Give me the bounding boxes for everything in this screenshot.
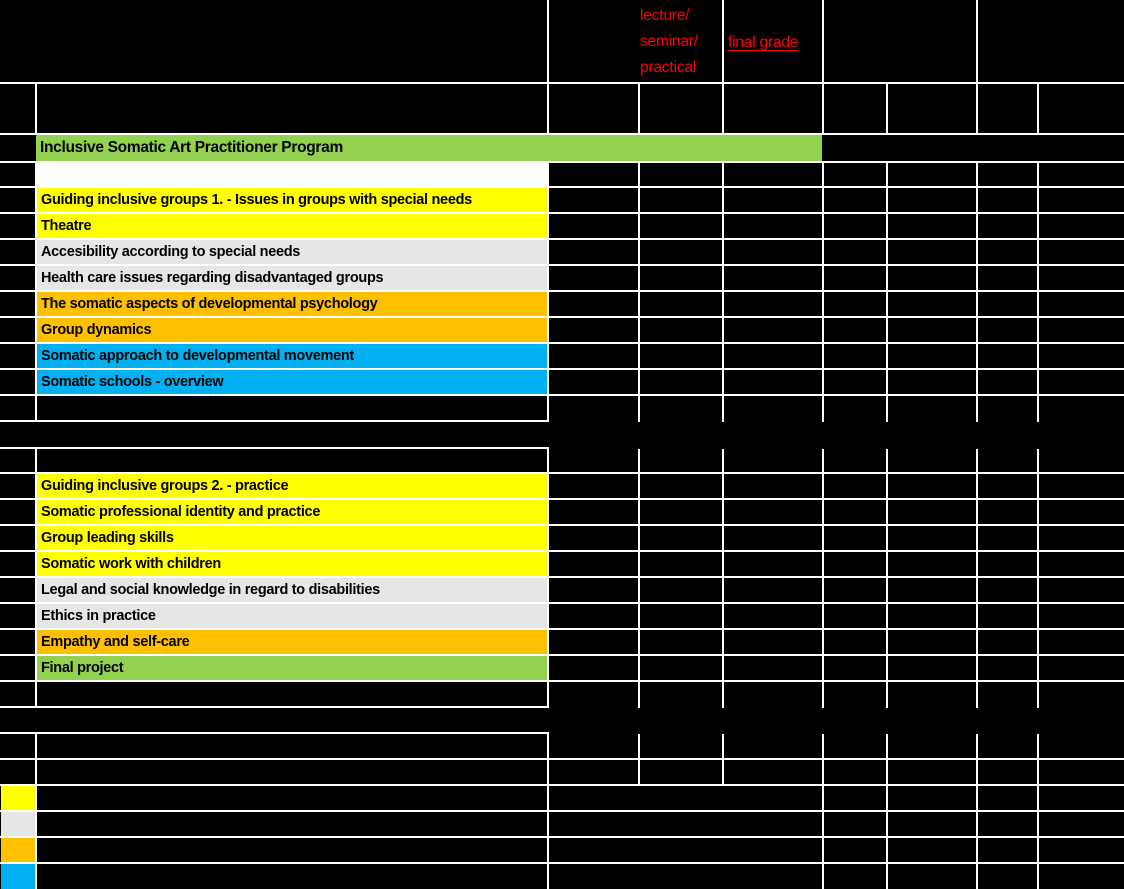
final-grade-header-cell[interactable]: final grade (728, 34, 799, 51)
course-cell[interactable]: Somatic schools - overview (37, 370, 547, 394)
table-row (0, 188, 1124, 214)
legend-swatch-orange[interactable] (1, 838, 35, 862)
course-cell[interactable]: Guiding inclusive groups 1. - Issues in groups with special needs (37, 188, 547, 212)
separator-row (0, 422, 1124, 449)
course-cell[interactable]: Theatre (37, 214, 547, 238)
course-cell[interactable]: Legal and social knowledge in regard to disabilities (37, 578, 547, 602)
course-cell[interactable]: Guiding inclusive groups 2. - practice (37, 474, 547, 498)
table-row (0, 500, 1124, 526)
legend-row (0, 812, 1124, 838)
empty-row (0, 84, 1124, 135)
table-row (0, 656, 1124, 682)
table-row (0, 604, 1124, 630)
table-row (0, 163, 1124, 188)
program-title-cell[interactable]: Inclusive Somatic Art Practitioner Program (36, 135, 822, 161)
course-cell[interactable]: The somatic aspects of developmental psychology (37, 292, 547, 316)
table-row (0, 318, 1124, 344)
legend-row (0, 864, 1124, 889)
legend-row (0, 786, 1124, 812)
table-row (0, 266, 1124, 292)
table-row (0, 370, 1124, 396)
empty-row (0, 760, 1124, 786)
empty-row (0, 734, 1124, 760)
empty-white-cell[interactable] (36, 163, 549, 186)
empty-row (0, 682, 1124, 708)
session-type-header-cell[interactable] (640, 3, 698, 81)
legend-swatch-blue[interactable] (1, 864, 35, 889)
table-row (0, 344, 1124, 370)
empty-row (0, 449, 1124, 474)
session-type-line: lecture/ (640, 7, 690, 24)
legend-row (0, 838, 1124, 864)
legend-swatch-gray[interactable] (1, 812, 35, 836)
course-cell[interactable]: Health care issues regarding disadvantaged groups (37, 266, 547, 290)
table-row (0, 474, 1124, 500)
table-row (0, 135, 1124, 163)
course-cell[interactable]: Somatic professional identity and practice (37, 500, 547, 524)
course-cell[interactable]: Accesibility according to special needs (37, 240, 547, 264)
table-row (0, 630, 1124, 656)
empty-row (0, 396, 1124, 422)
table-row (0, 240, 1124, 266)
header-row (0, 0, 1124, 84)
table-row (0, 214, 1124, 240)
course-cell[interactable]: Somatic approach to developmental movement (37, 344, 547, 368)
table-row (0, 552, 1124, 578)
course-cell[interactable]: Group leading skills (37, 526, 547, 550)
session-type-line: seminar/ (640, 33, 698, 50)
legend-swatch-yellow[interactable] (1, 786, 35, 810)
table-row (0, 292, 1124, 318)
course-cell[interactable]: Somatic work with children (37, 552, 547, 576)
table-row (0, 578, 1124, 604)
course-cell[interactable]: Ethics in practice (37, 604, 547, 628)
table-row (0, 526, 1124, 552)
course-cell[interactable]: Empathy and self-care (37, 630, 547, 654)
separator-row (0, 708, 1124, 734)
session-type-line: practical (640, 59, 696, 76)
course-cell[interactable]: Final project (37, 656, 547, 680)
course-cell[interactable]: Group dynamics (37, 318, 547, 342)
